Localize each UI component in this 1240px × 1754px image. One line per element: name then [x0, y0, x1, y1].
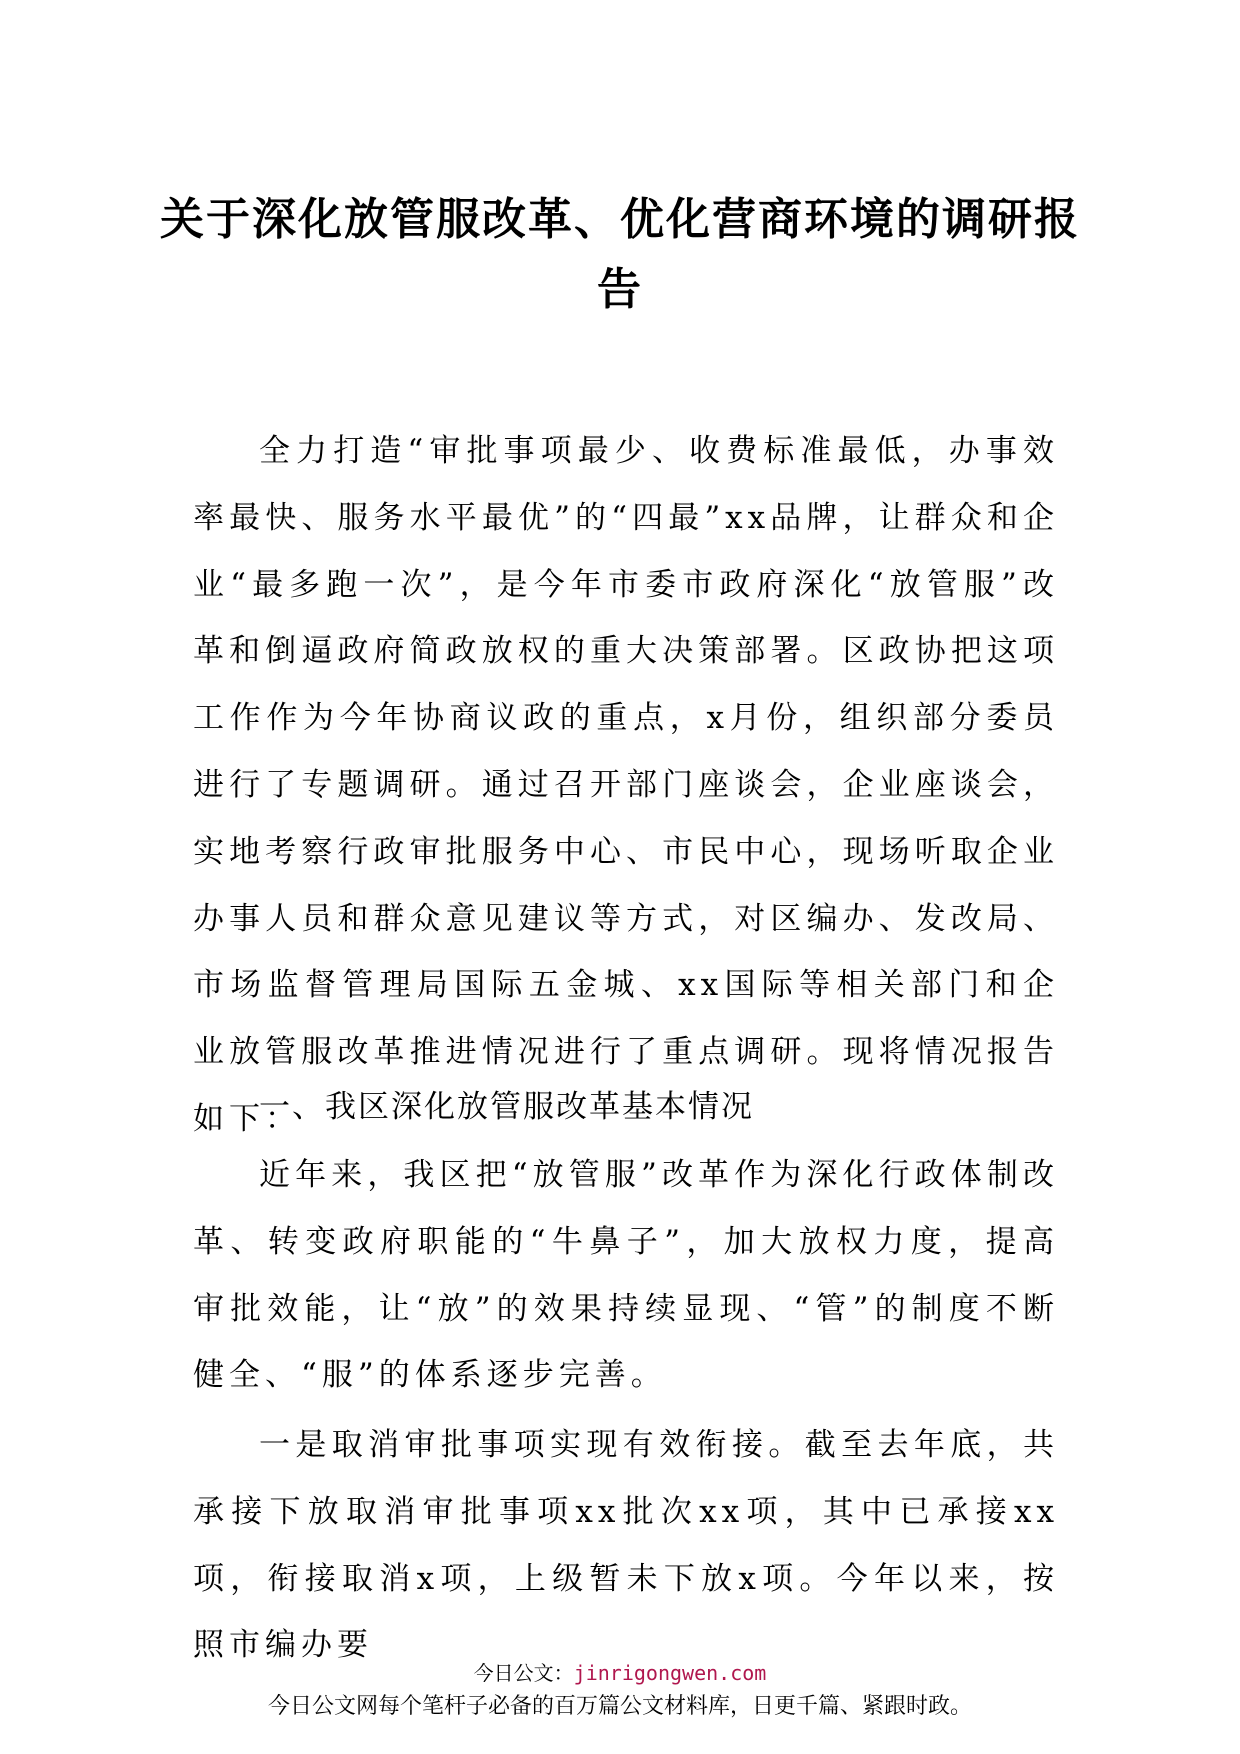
document-title: 关于深化放管服改革、优化营商环境的调研报告: [160, 194, 1080, 315]
body-paragraph: 近年来，我区把“放管服”改革作为深化行政体制改革、转变政府职能的“牛鼻子”，加大放权力度，提高审批效能，让“放”的效果持续显现、“管”的制度不断健全、“服”的体系逐步完善。: [193, 1157, 1059, 1394]
intro-paragraph: 全力打造“审批事项最少、收费标准最低，办事效率最快、服务水平最优”的“四最”xx品牌，让群众和企业“最多跑一次”，是今年市委市政府深化“放管服”改革和倒逼政府简政放权的重大决策部署。区政协把这项工作作为今年协商议政的重点，x月份，组织部分委员进行了专题调研。通过召开部门座谈会，企业座谈会，实地考察行政审批服务中心、市民中心，现场听取企业办事人员和群众意见建议等方式，对区编办、发改局、市场监督管理局国际五金城、xx国际等相关部门和企业放管服改革推进情况进行了重点调研。现将情况报告如下：: [193, 433, 1059, 1137]
footer-slogan: 今日公文网每个笔杆子必备的百万篇公文材料库，日更千篇、紧跟时政。: [267, 1694, 972, 1719]
footer-source: [0, 1659, 1240, 1687]
section-heading: 一、我区深化放管服改革基本情况: [259, 1089, 754, 1125]
body-paragraph: 一是取消审批事项实现有效衔接。截至去年底，共承接下放取消审批事项xx批次xx项，其中已承接xx项，衔接取消x项，上级暂未下放x项。今年以来，按照市编办要: [193, 1427, 1059, 1664]
footer-url-link[interactable]: jinrigongwen.com: [573, 1661, 767, 1685]
footer-label: 今日公文：: [473, 1661, 574, 1685]
